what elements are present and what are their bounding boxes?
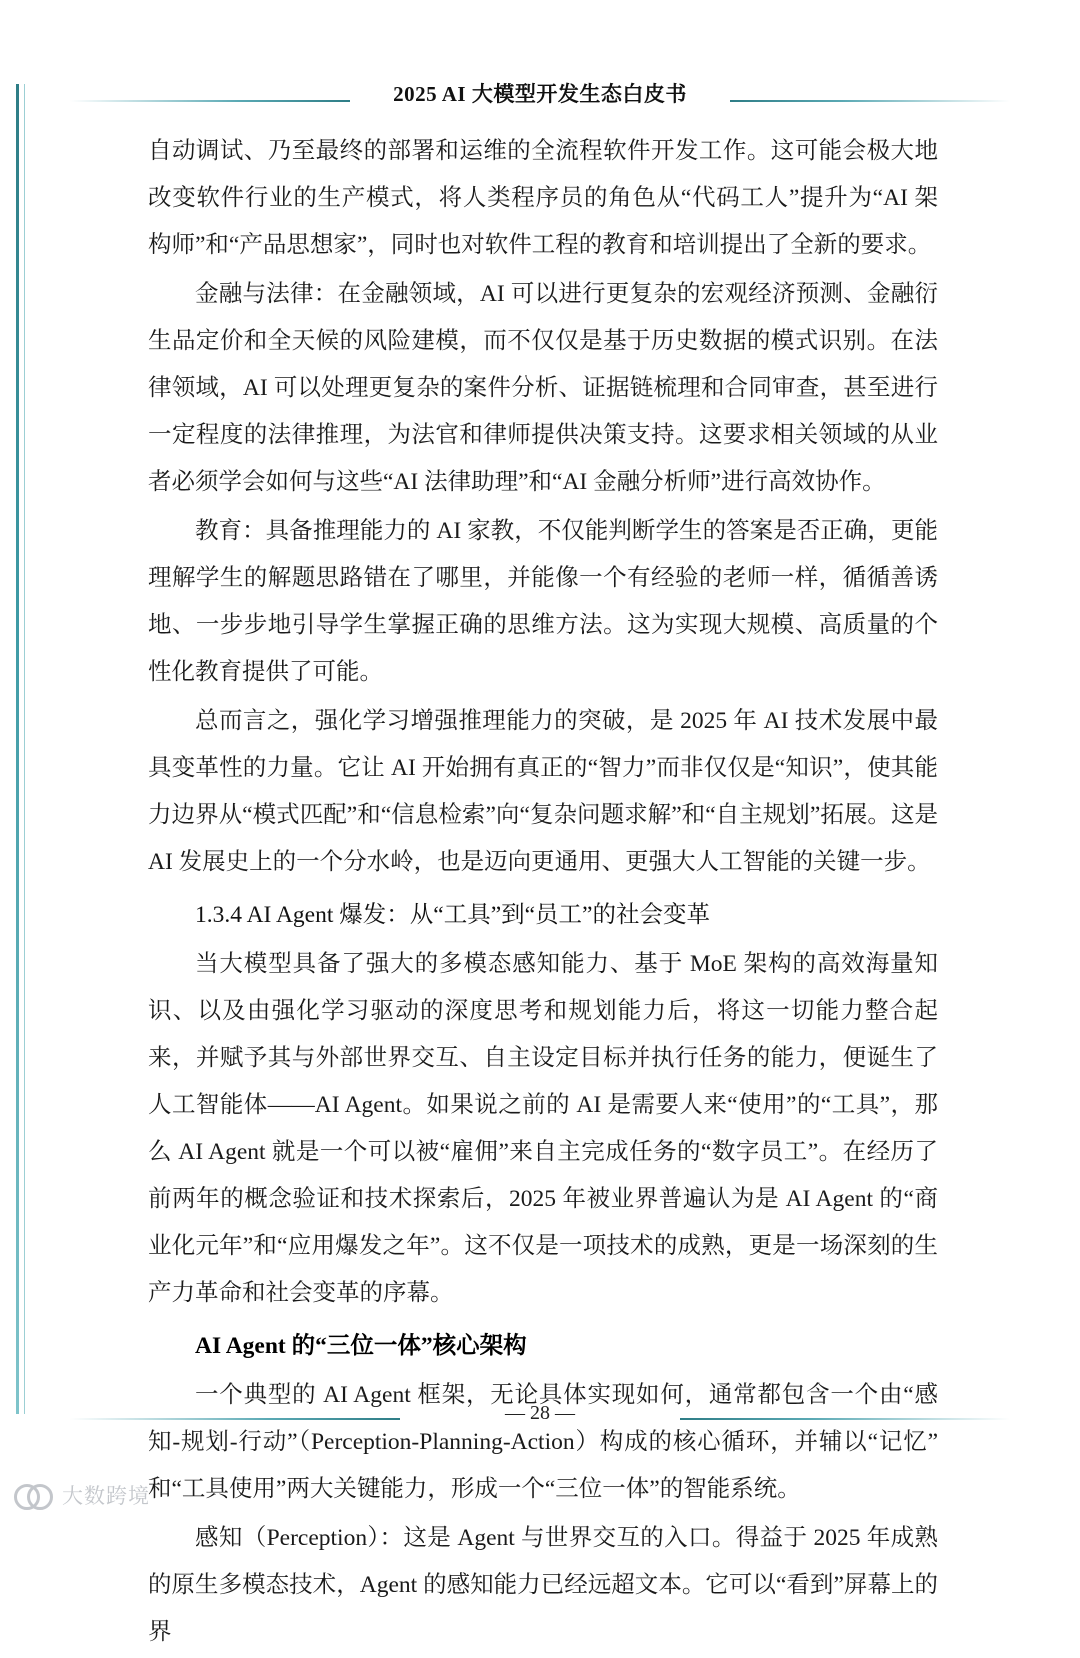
paragraph: 金融与法律：在金融领域，AI 可以进行更复杂的宏观经济预测、金融衍生品定价和全天候的风险建模，而不仅仅是基于历史数据的模式识别。在法律领域，AI 可以处理更复杂的案件分析、证据链梳理和合同审查，甚至进行一定程度的法律推理，为法官和律师提供决策支持。这要求相关领域的从业者必须学会如何与这些“AI 法律助理”和“AI 金融分析师”进行高效协作。: [148, 281, 938, 495]
subsection-heading: AI Agent 的“三位一体”核心架构: [195, 1333, 527, 1359]
paragraph: 自动调试、乃至最终的部署和运维的全流程软件开发工作。这可能会极大地改变软件行业的生产模式，将人类程序员的角色从“代码工人”提升为“AI 架构师”和“产品思想家”，同时也对软件工程的教育和培训提出了全新的要求。: [148, 138, 938, 258]
paragraph: 教育：具备推理能力的 AI 家教，不仅能判断学生的答案是否正确，更能理解学生的解题思路错在了哪里，并能像一个有经验的老师一样，循循善诱地、一步步地引导学生掌握正确的思维方法。这为实现大规模、高质量的个性化教育提供了可能。: [148, 518, 938, 685]
paragraph: 总而言之，强化学习增强推理能力的突破，是 2025 年 AI 技术发展中最具变革性的力量。它让 AI 开始拥有真正的“智力”而非仅仅是“知识”，使其能力边界从“模式匹配”和“信息检索”向“复杂问题求解”和“自主规划”拓展。这是 AI 发展史上的一个分水岭，也是迈向更通用、更强大人工智能的关键一步。: [148, 708, 938, 875]
section-heading: 1.3.4 AI Agent 爆发：从“工具”到“员工”的社会变革: [195, 902, 710, 928]
watermark: [14, 1480, 150, 1510]
page-number: — 28 —: [505, 1402, 575, 1424]
left-decorative-rule: [16, 84, 19, 1414]
paragraph: 感知（Perception）：这是 Agent 与世界交互的入口。得益于 2025 年成熟的原生多模态技术，Agent 的感知能力已经远超文本。它可以“看到”屏幕上的界: [148, 1525, 938, 1645]
page-footer: [60, 1402, 1020, 1438]
paragraph: 当大模型具备了强大的多模态感知能力、基于 MoE 架构的高效海量知识、以及由强化学习驱动的深度思考和规划能力后，将这一切能力整合起来，并赋予其与外部世界交互、自主设定目标并执行任务的能力，便诞生了人工智能体——AI Agent。如果说之前的 AI 是需要人来“使用”的“工具”，那么 AI Agent 就是一个可以被“雇佣”来自主完成任务的“数字员工”。在经历了前两年的概念验证和技术探索后，2025 年被业界普遍认为是 AI Agent 的“商业化元年”和“应用爆发之年”。这不仅是一项技术的成熟，更是一场深刻的生产力革命和社会变革的序幕。: [148, 951, 938, 1306]
page-header: [60, 78, 1020, 120]
watermark-logo-icon: [14, 1481, 54, 1509]
watermark-label: 大数跨境: [62, 1485, 150, 1508]
paragraph: 一个典型的 AI Agent 框架，无论具体实现如何，通常都包含一个由“感知-规划-行动”（Perception-Planning-Action）构成的核心循环，并辅以“记忆”和“工具使用”两大关键能力，形成一个“三位一体”的智能系统。: [148, 1382, 938, 1502]
header-title: 2025 AI 大模型开发生态白皮书: [393, 82, 687, 106]
left-decorative-rule-thin: [24, 84, 25, 1414]
